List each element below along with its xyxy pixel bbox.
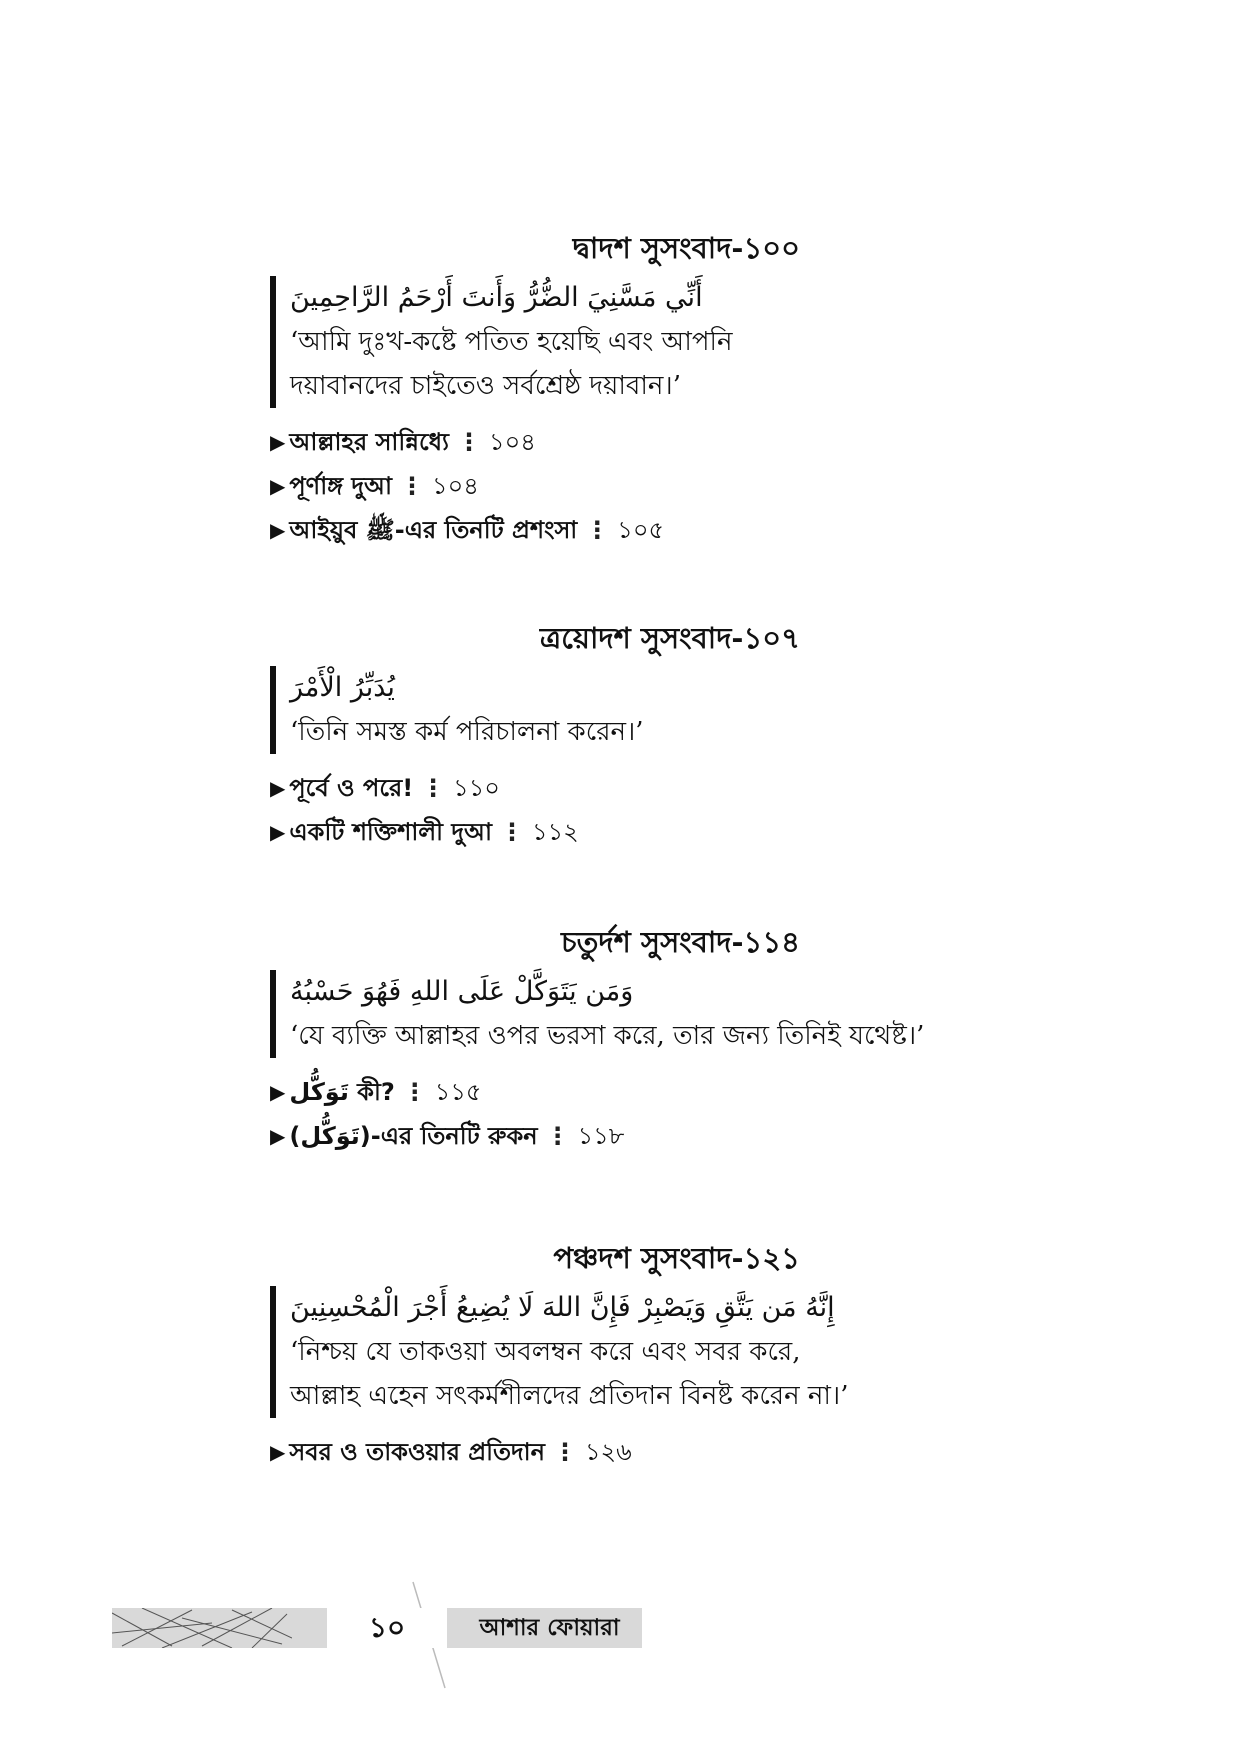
topic-page-number: ১১৫ — [434, 1078, 482, 1106]
quote-block — [270, 970, 1040, 1058]
topic-item[interactable] — [270, 766, 1040, 810]
section-3 — [270, 922, 1040, 1174]
topic-label: (تَوَكُّل)-এর তিনটি রুকন — [289, 1122, 538, 1150]
quote-block — [270, 666, 1040, 754]
section-title: ত্রয়োদশ সুসংবাদ-১০৭ — [539, 621, 800, 655]
play-arrow-icon: ▶ — [270, 430, 286, 454]
play-arrow-icon: ▶ — [270, 474, 286, 498]
topic-page-number: ১১২ — [532, 818, 579, 846]
topic-label: পূর্বে ও পরে! — [289, 774, 414, 802]
topic-item[interactable] — [270, 508, 1040, 552]
topic-label: আইয়ুব ﷺ-এর তিনটি প্রশংসা — [289, 516, 578, 544]
dotted-separator-icon: ⋮ — [500, 818, 524, 846]
footer-pattern — [112, 1608, 292, 1648]
play-arrow-icon: ▶ — [270, 518, 286, 542]
arabic-verse: يُدَبِّرُ الْأَمْرَ — [290, 672, 395, 703]
arabic-verse: إِنَّهُ مَن يَتَّقِ وَيَصْبِرْ فَإِنَّ اللهَ لَا يُضِيعُ أَجْرَ الْمُحْسِنِينَ — [290, 1292, 835, 1323]
section-title: পঞ্চদশ সুসংবাদ-১২১ — [553, 1241, 800, 1275]
dotted-separator-icon: ⋮ — [421, 774, 446, 802]
quote-block — [270, 276, 1040, 408]
topic-page-number: ১২৬ — [584, 1438, 632, 1466]
arabic-verse: وَمَن يَتَوَكَّلْ عَلَى اللهِ فَهُوَ حَسْبُهُ — [290, 976, 634, 1007]
quote-block — [270, 1286, 1040, 1418]
play-arrow-icon: ▶ — [270, 776, 286, 800]
topic-label: সবর ও তাকওয়ার প্রতিদান — [289, 1438, 545, 1466]
section-title: চতুর্দশ সুসংবাদ-১১৪ — [561, 925, 800, 959]
topic-label: পূর্ণাঙ্গ দুআ — [289, 472, 393, 500]
topic-page-number: ১০৪ — [432, 472, 479, 500]
topic-item[interactable] — [270, 1114, 1040, 1158]
topic-item[interactable] — [270, 810, 1040, 854]
translation-line: ‘যে ব্যক্তি আল্লাহর ওপর ভরসা করে, তার জন্য তিনিই যথেষ্ট।’ — [290, 1021, 925, 1051]
dotted-separator-icon: ⋮ — [545, 1122, 570, 1150]
topic-item[interactable] — [270, 1430, 1040, 1474]
section-4 — [270, 1238, 1040, 1490]
topic-list — [270, 420, 1040, 552]
translation-line: আল্লাহ এহেন সৎকর্মশীলদের প্রতিদান বিনষ্ট করেন না।’ — [290, 1381, 849, 1411]
dotted-separator-icon: ⋮ — [585, 516, 610, 544]
book-title: আশার ফোয়ারা — [479, 1615, 620, 1641]
dotted-separator-icon: ⋮ — [552, 1438, 577, 1466]
arabic-verse: أَنِّي مَسَّنِيَ الضُّرُّ وَأَنتَ أَرْحَمُ الرَّاحِمِينَ — [290, 282, 703, 313]
section-1 — [270, 228, 1040, 568]
page-number: ১০ — [327, 1608, 447, 1648]
translation-line: ‘নিশ্চয় যে তাকওয়া অবলম্বন করে এবং সবর করে, — [290, 1337, 801, 1367]
play-arrow-icon: ▶ — [270, 820, 286, 844]
translation-line: ‘আমি দুঃখ-কষ্টে পতিত হয়েছি এবং আপনি — [290, 327, 733, 357]
section-2 — [270, 618, 1040, 870]
topic-page-number: ১০৫ — [617, 516, 665, 544]
translation-line: ‘তিনি সমস্ত কর্ম পরিচালনা করেন।’ — [290, 717, 644, 747]
play-arrow-icon: ▶ — [270, 1080, 286, 1104]
dotted-separator-icon: ⋮ — [402, 1078, 427, 1106]
topic-label: একটি শক্তিশালী দুআ — [289, 818, 492, 846]
topic-list — [270, 1430, 1040, 1474]
topic-page-number: ১১০ — [453, 774, 500, 802]
topic-list — [270, 766, 1040, 854]
section-title: দ্বাদশ সুসংবাদ-১০০ — [572, 231, 800, 265]
play-arrow-icon: ▶ — [270, 1124, 286, 1148]
topic-item[interactable] — [270, 464, 1040, 508]
page-footer — [112, 1608, 642, 1648]
topic-item[interactable] — [270, 420, 1040, 464]
topic-page-number: ১০৪ — [489, 428, 536, 456]
play-arrow-icon: ▶ — [270, 1440, 286, 1464]
dotted-separator-icon: ⋮ — [400, 472, 425, 500]
dotted-separator-icon: ⋮ — [457, 428, 482, 456]
topic-label: আল্লাহর সান্নিধ্যে — [289, 428, 450, 456]
topic-item[interactable] — [270, 1070, 1040, 1114]
topic-label: تَوَكُّل কী? — [289, 1078, 395, 1106]
topic-list — [270, 1070, 1040, 1158]
translation-line: দয়াবানদের চাইতেও সর্বশ্রেষ্ঠ দয়াবান।’ — [290, 371, 681, 401]
topic-page-number: ১১৮ — [577, 1122, 625, 1150]
